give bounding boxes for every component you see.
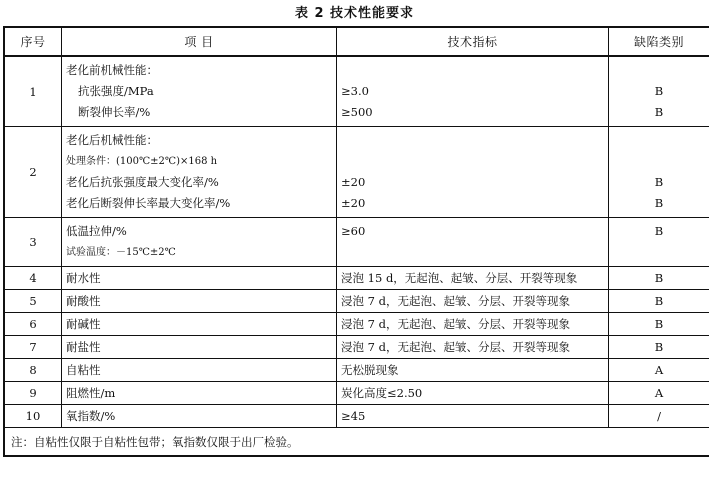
spec-line	[341, 151, 604, 172]
item-line: 抗张强度/MPa	[78, 84, 154, 98]
item-cell: 氧指数/%	[62, 405, 337, 428]
spec-cell: 浸泡 15 d，无起泡、起皱、分层、开裂等现象	[337, 267, 609, 290]
spec-cell: 浸泡 7 d，无起泡、起皱、分层、开裂等现象	[337, 313, 609, 336]
spec-cell	[337, 218, 609, 267]
item-cell: 耐水性	[62, 267, 337, 290]
row-number: 4	[4, 267, 62, 290]
row-number: 9	[4, 382, 62, 405]
note-row	[4, 428, 709, 457]
item-cell: 自粘性	[62, 359, 337, 382]
item-line: 试验温度：－15℃±2℃	[66, 247, 176, 258]
defect-line	[613, 60, 705, 81]
defect-line: B	[654, 224, 664, 238]
spec-cell: ≥45	[337, 405, 609, 428]
table-row	[4, 359, 709, 382]
item-cell: 耐碱性	[62, 313, 337, 336]
row-number: 3	[4, 218, 62, 267]
header-item: 项 目	[62, 27, 337, 56]
item-cell: 耐酸性	[62, 290, 337, 313]
spec-cell: 浸泡 7 d，无起泡、起皱、分层、开裂等现象	[337, 290, 609, 313]
spec-line: ≥500	[341, 105, 373, 119]
table-row	[4, 336, 709, 359]
header-defect: 缺陷类别	[609, 27, 709, 56]
spec-line	[341, 130, 604, 151]
table-row	[4, 382, 709, 405]
defect-cell: A	[609, 382, 709, 405]
spec-line: ±20	[341, 175, 366, 189]
spec-cell: 炭化高度≤2.50	[337, 382, 609, 405]
table-note: 注：自粘性仅限于自粘性包带；氧指数仅限于出厂检验。	[4, 428, 709, 457]
table-row	[4, 313, 709, 336]
defect-line: B	[654, 105, 664, 119]
table-row	[4, 218, 709, 267]
table-row	[4, 127, 709, 218]
spec-cell: 浸泡 7 d，无起泡、起皱、分层、开裂等现象	[337, 336, 609, 359]
defect-cell: B	[609, 313, 709, 336]
item-line: 老化后机械性能：	[66, 133, 158, 147]
row-number: 8	[4, 359, 62, 382]
defect-cell: B	[609, 336, 709, 359]
item-line: 老化后抗张强度最大变化率/%	[66, 175, 219, 189]
spec-line: ≥3.0	[341, 84, 369, 98]
header-spec: 技术指标	[337, 27, 609, 56]
item-line: 老化后断裂伸长率最大变化率/%	[66, 196, 231, 210]
item-line: 老化前机械性能：	[66, 63, 158, 77]
spec-line: ±20	[341, 196, 366, 210]
table-row	[4, 56, 709, 127]
defect-cell: A	[609, 359, 709, 382]
defect-line	[613, 151, 705, 172]
defect-cell: /	[609, 405, 709, 428]
defect-cell	[609, 218, 709, 267]
item-cell: 阻燃性/m	[62, 382, 337, 405]
item-line: 处理条件：(100℃±2℃)×168 h	[66, 156, 218, 167]
defect-cell	[609, 127, 709, 218]
row-number: 2	[4, 127, 62, 218]
table-title: 表 2 技术性能要求	[294, 6, 415, 21]
spec-line	[341, 60, 604, 81]
item-cell: 耐盐性	[62, 336, 337, 359]
item-cell	[62, 127, 337, 218]
defect-line: B	[654, 196, 664, 210]
row-number: 5	[4, 290, 62, 313]
table-row	[4, 405, 709, 428]
defect-line: B	[654, 84, 664, 98]
spec-line	[341, 242, 604, 263]
item-line: 断裂伸长率/%	[78, 105, 151, 119]
table-row	[4, 290, 709, 313]
defect-line	[613, 130, 705, 151]
row-number: 7	[4, 336, 62, 359]
spec-line: ≥60	[341, 224, 366, 238]
spec-cell	[337, 56, 609, 127]
row-number: 6	[4, 313, 62, 336]
defect-line	[613, 242, 705, 263]
header-seq: 序号	[4, 27, 62, 56]
defect-cell: B	[609, 267, 709, 290]
item-cell	[62, 56, 337, 127]
technical-performance-table	[3, 26, 709, 457]
header-row	[4, 27, 709, 56]
spec-cell	[337, 127, 609, 218]
row-number: 1	[4, 56, 62, 127]
row-number: 10	[4, 405, 62, 428]
table-row	[4, 267, 709, 290]
defect-cell: B	[609, 290, 709, 313]
defect-line: B	[654, 175, 664, 189]
defect-cell	[609, 56, 709, 127]
item-line: 低温拉伸/%	[66, 224, 127, 238]
spec-cell: 无松脱现象	[337, 359, 609, 382]
item-cell	[62, 218, 337, 267]
